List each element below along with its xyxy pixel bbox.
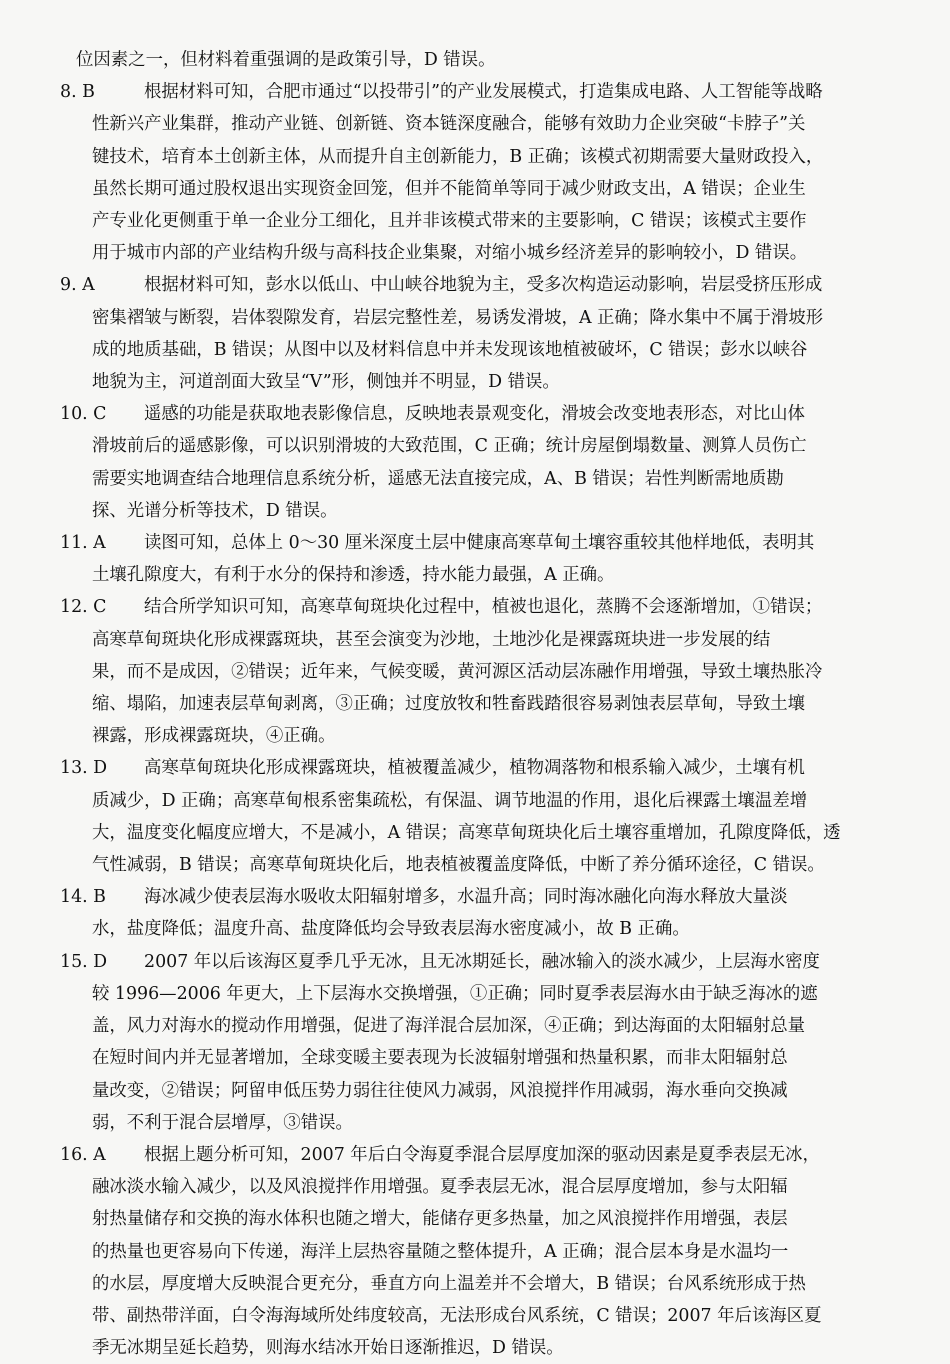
question-number: 13. D: [60, 758, 108, 779]
explanation-line: 盖，风力对海水的搅动作用增强，促进了海洋混合层加深，④正确；到达海面的太阳辐射总量: [92, 1016, 806, 1037]
explanation-line: 需要实地调查结合地理信息系统分析，遥感无法直接完成，A、B 错误；岩性判断需地质勘: [92, 468, 784, 489]
answer-entry: [60, 269, 906, 398]
explanation-line: 性新兴产业集群，推动产业链、创新链、资本链深度融合，能够有效助力企业突破“卡脖子”关: [92, 114, 806, 135]
continued-text: 位因素之一，但材料着重强调的是政策引导，D 错误。: [76, 50, 496, 70]
explanation-line: 季无冰期呈延长趋势，则海水结冰开始日逐渐推迟，D 错误。: [92, 1338, 564, 1359]
answer-entry: [60, 752, 906, 881]
answer-explanation: [76, 1139, 906, 1364]
question-number: 15. D: [60, 951, 108, 972]
explanation-line: 大，温度变化幅度应增大，不是减小，A 错误；高寒草甸斑块化后土壤容重增加，孔隙度降低，透: [92, 822, 841, 843]
explanation-line: 带、副热带洋面，白令海海域所处纬度较高，无法形成台风系统，C 错误；2007 年后该海区夏: [92, 1305, 822, 1326]
explanation-line: 探、光谱分析等技术，D 错误。: [92, 500, 338, 521]
explanation-line: 结合所学知识可知，高寒草甸斑块化过程中，植被也退化，蒸腾不会逐渐增加，①错误；: [144, 597, 823, 618]
answer-entry: [60, 527, 906, 591]
explanation-line: 融冰淡水输入减少，以及风浪搅拌作用增强。夏季表层无冰，混合层厚度增加，参与太阳辐: [92, 1177, 788, 1198]
explanation-line: 高寒草甸斑块化形成裸露斑块，甚至会演变为沙地，土地沙化是裸露斑块进一步发展的结: [92, 629, 771, 650]
explanation-line: 根据材料可知，合肥市通过“以投带引”的产业发展模式，打造集成电路、人工智能等战略: [144, 82, 823, 103]
answer-entry: [60, 881, 906, 945]
answer-entry: [60, 946, 906, 1139]
explanation-line: 成的地质基础，B 错误；从图中以及材料信息中并未发现该地植被破坏，C 错误；彭水以峡谷: [92, 339, 808, 360]
explanation-line: 果，而不是成因，②错误；近年来，气候变暖，黄河源区活动层冻融作用增强，导致土壤热胀冷: [92, 661, 823, 682]
explanation-line: 裸露，形成裸露斑块，④正确。: [92, 726, 336, 747]
answer-explanation: [76, 76, 906, 269]
explanation-line: 根据上题分析可知，2007 年后白令海夏季混合层厚度加深的驱动因素是夏季表层无冰，: [144, 1144, 820, 1165]
explanation-line: 的水层，厚度增大反映混合更充分，垂直方向上温差并不会增大，B 错误；台风系统形成于热: [92, 1273, 806, 1294]
explanation-line: 地貌为主，河道剖面大致呈“V”形，侧蚀并不明显，D 错误。: [92, 372, 560, 393]
explanation-line: 读图可知，总体上 0～30 厘米深度土层中健康高寒草甸土壤容重较其他样地低，表明其: [144, 533, 815, 554]
answer-entry: [60, 1139, 906, 1364]
answer-explanation: [76, 881, 906, 945]
explanation-line: 缩、塌陷，加速表层草甸剥离，③正确；过度放牧和牲畜践踏很容易剥蚀表层草甸，导致土壤: [92, 694, 806, 715]
answer-explanation: [76, 527, 906, 591]
explanation-line: 较 1996—2006 年更大，上下层海水交换增强，①正确；同时夏季表层海水由于缺乏海冰的遮: [92, 983, 818, 1004]
explanation-line: 气性减弱，B 错误；高寒草甸斑块化后，地表植被覆盖度降低，中断了养分循环途径，C 错误。: [92, 855, 825, 876]
answer-explanation: [76, 269, 906, 398]
question-number: 14. B: [60, 887, 106, 908]
explanation-line: 滑坡前后的遥感影像，可以识别滑坡的大致范围，C 正确；统计房屋倒塌数量、测算人员伤亡: [92, 436, 807, 457]
answer-entry: [60, 398, 906, 527]
answer-list: [60, 76, 906, 1364]
question-number: 16. A: [60, 1144, 106, 1165]
explanation-line: 遥感的功能是获取地表影像信息，反映地表景观变化，滑坡会改变地表形态，对比山体: [144, 404, 805, 425]
explanation-line: 产专业化更侧重于单一企业分工细化，且并非该模式带来的主要影响，C 错误；该模式主要作: [92, 211, 807, 232]
answer-explanation: [76, 946, 906, 1139]
question-number: 9. A: [60, 275, 95, 296]
explanation-line: 虽然长期可通过股权退出实现资金回笼，但并不能简单等同于减少财政支出，A 错误；企业生: [92, 178, 806, 199]
question-number: 10. C: [60, 404, 107, 425]
explanation-line: 水，盐度降低；温度升高、盐度降低均会导致表层海水密度减小，故 B 正确。: [92, 919, 690, 940]
explanation-line: 射热量储存和交换的海水体积也随之增大，能储存更多热量，加之风浪搅拌作用增强，表层: [92, 1209, 788, 1230]
explanation-line: 根据材料可知，彭水以低山、中山峡谷地貌为主，受多次构造运动影响，岩层受挤压形成: [144, 275, 823, 296]
explanation-line: 量改变，②错误；阿留申低压势力弱往往使风力减弱，风浪搅拌作用减弱，海水垂向交换减: [92, 1080, 788, 1101]
explanation-line: 键技术，培育本土创新主体，从而提升自主创新能力，B 正确；该模式初期需要大量财政投入，: [92, 146, 824, 167]
explanation-line: 弱，不利于混合层增厚，③错误。: [92, 1112, 353, 1133]
question-number: 12. C: [60, 597, 107, 618]
answer-explanation: [76, 591, 906, 752]
question-number: 11. A: [60, 533, 106, 554]
explanation-line: 2007 年以后该海区夏季几乎无冰，且无冰期延长，融冰输入的淡水减少，上层海水密度: [144, 951, 820, 972]
explanation-line: 的热量也更容易向下传递，海洋上层热容量随之整体提升，A 正确；混合层本身是水温均一: [92, 1241, 789, 1262]
explanation-line: 土壤孔隙度大，有利于水分的保持和渗透，持水能力最强，A 正确。: [92, 565, 615, 586]
explanation-line: 高寒草甸斑块化形成裸露斑块，植被覆盖减少，植物凋落物和根系输入减少，土壤有机: [144, 758, 805, 779]
explanation-line: 海冰减少使表层海水吸收太阳辐射增多，水温升高；同时海冰融化向海水释放大量淡: [144, 887, 788, 908]
answer-explanation: [76, 752, 906, 881]
explanation-line: 质减少，D 正确；高寒草甸根系密集疏松，有保温、调节地温的作用，退化后裸露土壤温差增: [92, 790, 808, 811]
question-number: 8. B: [60, 82, 95, 103]
explanation-line: 在短时间内并无显著增加，全球变暖主要表现为长波辐射增强和热量积累，而非太阳辐射总: [92, 1048, 788, 1069]
explanation-line: 密集褶皱与断裂，岩体裂隙发育，岩层完整性差，易诱发滑坡，A 正确；降水集中不属于滑坡形: [92, 307, 824, 328]
answer-entry: [60, 591, 906, 752]
answer-entry: [60, 76, 906, 269]
answer-explanation: [76, 398, 906, 527]
explanation-line: 用于城市内部的产业结构升级与高科技企业集聚，对缩小城乡经济差异的影响较小，D 错误。: [92, 243, 808, 264]
